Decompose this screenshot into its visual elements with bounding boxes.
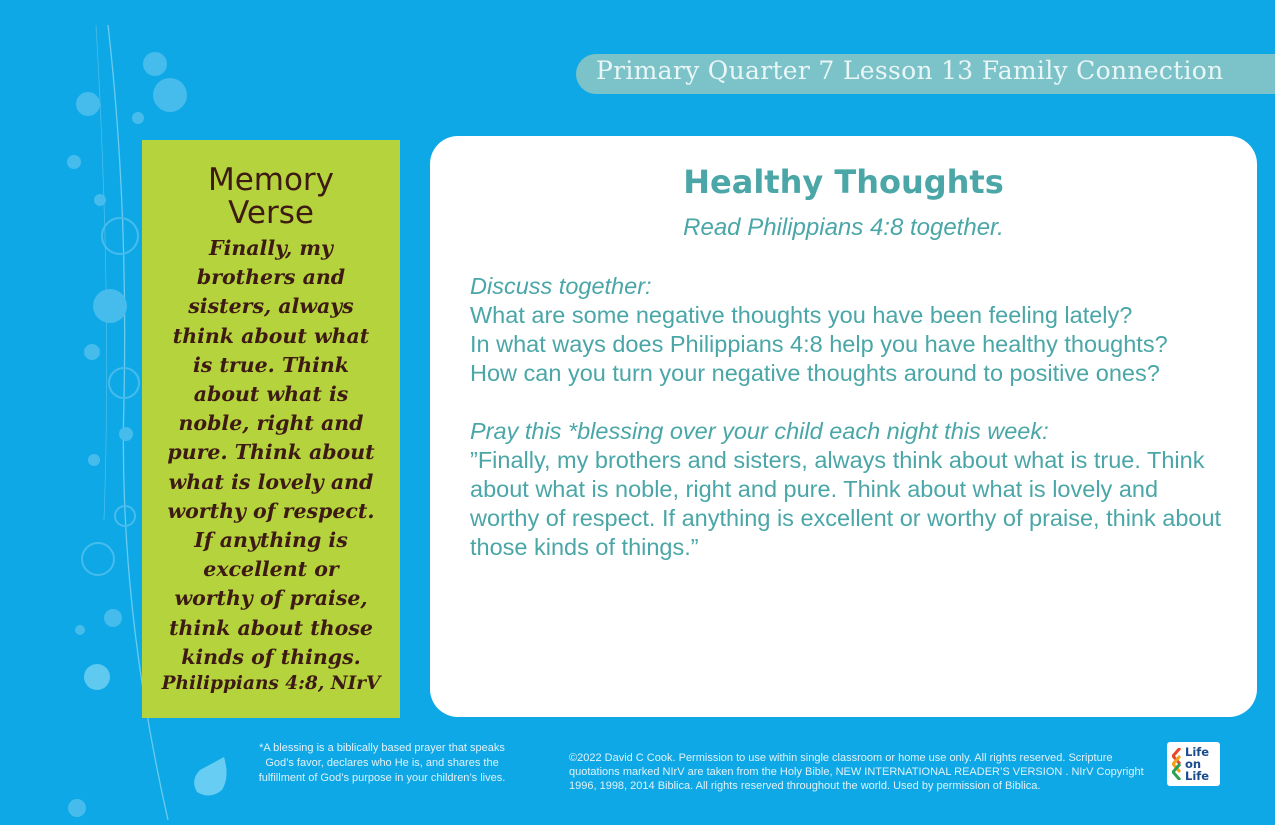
- memory-verse-heading-line: Verse: [228, 195, 314, 231]
- card-title: Healthy Thoughts: [683, 163, 1004, 201]
- memory-verse-line: excellent or: [203, 557, 339, 582]
- memory-verse-line: sisters, always: [188, 294, 354, 319]
- content-card: [430, 136, 1257, 717]
- logo-text-line: on: [1185, 757, 1202, 771]
- discussion-question: In what ways does Philippians 4:8 help you have healthy thoughts?: [470, 331, 1168, 357]
- memory-verse-heading: [142, 164, 400, 230]
- memory-verse-line: noble, right and: [178, 411, 364, 436]
- memory-verse-reference: Philippians 4:8, NIrV: [161, 673, 381, 694]
- memory-verse-line: brothers and: [196, 265, 346, 290]
- life-on-life-logo-icon: [1172, 748, 1182, 780]
- memory-verse-line: pure. Think about: [167, 440, 375, 465]
- discussion-question: What are some negative thoughts you have been feeling lately?: [470, 302, 1133, 328]
- spacer: [470, 388, 1230, 417]
- memory-verse-line: what is lovely and: [168, 469, 374, 494]
- memory-verse-line: kinds of things.: [181, 644, 361, 669]
- logo-text-line: Life: [1185, 769, 1210, 783]
- memory-verse-line: If anything is: [194, 528, 348, 553]
- blessing-text: ”Finally, my brothers and sisters, always think about what is true. Think about what is noble, right and pure. Think about what is lovely and worthy of respect. If anything is excellent or worthy of praise, think about those kinds of things.”: [470, 447, 1222, 560]
- memory-verse-line: about what is: [193, 382, 349, 407]
- page-title: Primary Quarter 7 Lesson 13 Family Connection: [596, 56, 1224, 85]
- logo-text-line: Life: [1185, 745, 1210, 759]
- discussion-question: How can you turn your negative thoughts around to positive ones?: [470, 360, 1160, 386]
- prayer-label: Pray this *blessing over your child each night this week:: [470, 418, 1049, 444]
- memory-verse-heading-line: Memory: [207, 162, 335, 198]
- memory-verse-line: is true. Think: [192, 352, 349, 377]
- life-on-life-logo: [1167, 742, 1220, 786]
- copyright-notice: ©2022 David C Cook. Permission to use within single classroom or home use only. All rights reserved. Scripture quotations marked NIrV are taken from the Holy Bible, NEW INTERNATIONAL READER’S VERSION . NIrV Copyright 1996, 1998, 2014 Biblica. All rights reserved throughout the world. Used by permission of Biblica.: [569, 752, 1144, 792]
- memory-verse-panel: [142, 140, 400, 718]
- memory-verse-text: [154, 234, 388, 672]
- memory-verse-line: worthy of praise,: [174, 586, 368, 611]
- logo-text: [1185, 746, 1209, 782]
- discuss-label: Discuss together:: [470, 273, 652, 299]
- memory-verse-line: Finally, my: [209, 236, 333, 260]
- memory-verse-line: worthy of respect.: [167, 498, 375, 523]
- memory-verse-line: think about what: [172, 323, 370, 348]
- card-subtitle: Read Philippians 4:8 together.: [683, 214, 1004, 241]
- card-body: [470, 272, 1230, 562]
- blessing-footnote: *A blessing is a biblically based prayer that speaks God’s favor, declares who He is, and shares the fulfillment of God’s purpose in your children’s lives.: [258, 742, 506, 784]
- memory-verse-line: think about those: [169, 615, 373, 640]
